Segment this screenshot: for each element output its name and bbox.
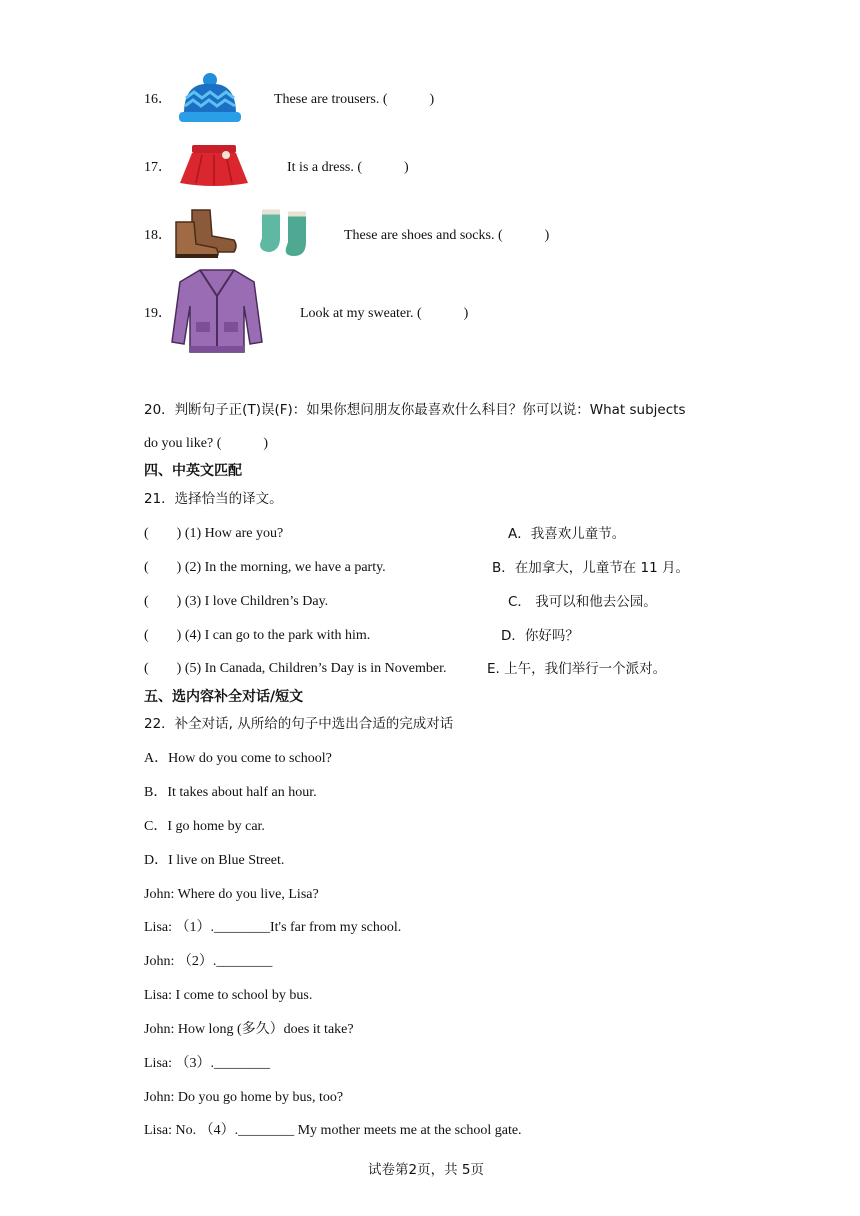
q17-number: 17． bbox=[144, 160, 172, 175]
q22-title: 22．补全对话, 从所给的句子中选出合适的完成对话 bbox=[144, 716, 454, 732]
q17-text: It is a dress. ( ) bbox=[287, 160, 409, 175]
shoes-image bbox=[172, 206, 242, 258]
q21-right-c: C． 我可以和他去公园。 bbox=[508, 594, 657, 610]
q18-number: 18． bbox=[144, 228, 172, 243]
dialog-line-4: Lisa: I come to school by bus. bbox=[144, 988, 313, 1003]
q21-right-a: A．我喜欢儿童节。 bbox=[508, 526, 626, 542]
dialog-line-6: Lisa: （3）.________ bbox=[144, 1056, 270, 1071]
q18-text: These are shoes and socks. ( ) bbox=[344, 228, 550, 243]
section4-title: 四、中英文匹配 bbox=[144, 463, 242, 479]
q21-title: 21．选择恰当的译文。 bbox=[144, 491, 283, 507]
dialog-line-8: Lisa: No. （4）.________ My mother meets me at the school gate. bbox=[144, 1123, 522, 1138]
dialog-line-5: John: How long (多久）does it take? bbox=[144, 1022, 354, 1037]
q21-left-1: ( ) (1) How are you? bbox=[144, 526, 284, 541]
q21-left-5: ( ) (5) In Canada, Children’s Day is in November. bbox=[144, 661, 447, 676]
q22-option-b: B．It takes about half an hour. bbox=[144, 785, 317, 800]
q21-right-e: E. 上午，我们举行一个派对。 bbox=[487, 661, 667, 677]
q21-right-b: B．在加拿大，儿童节在 11 月。 bbox=[492, 560, 690, 576]
section5-title: 五、选内容补全对话/短文 bbox=[144, 689, 304, 705]
dialog-line-1: John: Where do you live, Lisa? bbox=[144, 887, 319, 902]
hat-image bbox=[176, 72, 244, 124]
q16-text: These are trousers. ( ) bbox=[274, 92, 435, 107]
socks-image bbox=[252, 208, 322, 260]
dialog-line-2: Lisa: （1）.________It's far from my school. bbox=[144, 920, 402, 935]
q20-line2: do you like? ( ) bbox=[144, 436, 269, 451]
q16-number: 16． bbox=[144, 92, 172, 107]
q21-right-d: D．你好吗？ bbox=[501, 628, 579, 644]
skirt-image bbox=[178, 143, 250, 189]
q19-text: Look at my sweater. ( ) bbox=[300, 306, 469, 321]
q22-option-c: C．I go home by car. bbox=[144, 819, 265, 834]
q22-option-d: D．I live on Blue Street. bbox=[144, 853, 285, 868]
q21-left-2: ( ) (2) In the morning, we have a party. bbox=[144, 560, 386, 575]
dialog-line-7: John: Do you go home by bus, too? bbox=[144, 1090, 344, 1105]
sweater-image bbox=[170, 266, 264, 358]
q19-number: 19． bbox=[144, 306, 172, 321]
q21-left-4: ( ) (4) I can go to the park with him. bbox=[144, 628, 371, 643]
q22-option-a: A．How do you come to school? bbox=[144, 751, 332, 766]
dialog-line-3: John: （2）.________ bbox=[144, 954, 273, 969]
q20-line1: 20．判断句子正(T)误(F)：如果你想问朋友你最喜欢什么科目？你可以说：What subjects bbox=[144, 402, 686, 418]
page-footer: 试卷第2页，共 5页 bbox=[368, 1162, 484, 1178]
q21-left-3: ( ) (3) I love Children’s Day. bbox=[144, 594, 329, 609]
